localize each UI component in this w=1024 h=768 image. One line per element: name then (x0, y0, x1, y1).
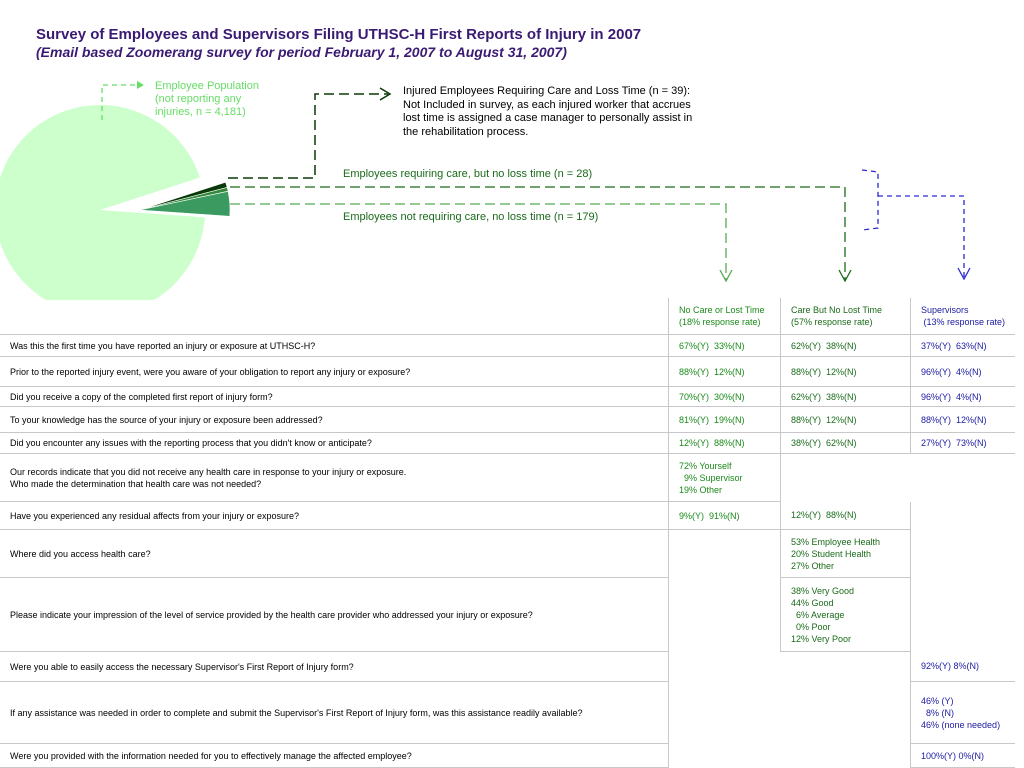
supervisors-cell: 92%(Y) 8%(N) (911, 652, 1016, 682)
no-care-cell (669, 578, 781, 652)
no-care-cell (669, 682, 781, 744)
care-no-lost-cell: 62%(Y) 38%(N) (781, 387, 911, 407)
table-row (0, 578, 1015, 652)
table-header-row (0, 298, 1015, 335)
care-no-lost-cell: 12%(Y) 88%(N) (781, 502, 911, 530)
table-row (0, 357, 1015, 387)
no-care-cell: 88%(Y) 12%(N) (669, 357, 781, 387)
no-care-cell (669, 530, 781, 578)
supervisors-cell: 46% (Y) 8% (N) 46% (none needed) (911, 682, 1016, 744)
population-arrowhead (137, 81, 144, 89)
header-care-no-lost: Care But No Lost Time (57% response rate) (781, 298, 911, 335)
supervisors-cell: 96%(Y) 4%(N) (911, 357, 1016, 387)
lost-time-label: Injured Employees Requiring Care and Loss Time (n = 39): Not Included in survey, as each injured worker that accrues lost time is assigned a case manager to personally assist in the rehabilitation process. (403, 85, 693, 138)
no-care-cell: 81%(Y) 19%(N) (669, 407, 781, 433)
question-cell: Did you receive a copy of the completed first report of injury form? (0, 387, 669, 407)
table-row (0, 744, 1015, 768)
question-cell: Our records indicate that you did not receive any health care in response to your injury or exposure. Who made the determination that health care was not needed? (0, 454, 669, 502)
supervisors-cell: 96%(Y) 4%(N) (911, 387, 1016, 407)
no-care-cell: 67%(Y) 33%(N) (669, 335, 781, 357)
no-care-cell (669, 652, 781, 682)
care-no-lost-cell: 88%(Y) 12%(N) (781, 357, 911, 387)
question-cell: Please indicate your impression of the level of service provided by the health care provider who addressed your injury or exposure? (0, 578, 669, 652)
question-cell: To your knowledge has the source of your injury or exposure been addressed? (0, 407, 669, 433)
care-no-lost-cell: 88%(Y) 12%(N) (781, 407, 911, 433)
pie-slices (0, 105, 230, 300)
header-supervisors: Supervisors (13% response rate) (911, 298, 1016, 335)
question-cell: Did you encounter any issues with the reporting process that you didn't know or anticipate? (0, 433, 669, 454)
supervisors-cell (911, 502, 1016, 530)
no-care-cell: 9%(Y) 91%(N) (669, 502, 781, 530)
supervisors-cell (911, 530, 1016, 578)
question-cell: Where did you access health care? (0, 530, 669, 578)
page-subtitle: (Email based Zoomerang survey for period February 1, 2007 to August 31, 2007) (36, 44, 567, 60)
table-row (0, 530, 1015, 578)
question-cell: Were you provided with the information needed for you to effectively manage the affected employee? (0, 744, 669, 768)
population-label: Employee Population (not reporting any injuries, n = 4,181) (155, 80, 259, 118)
supervisors-cell (911, 578, 1016, 652)
care-no-lost-cell (781, 682, 911, 744)
supervisor-connector (878, 196, 964, 278)
supervisors-cell: 100%(Y) 0%(N) (911, 744, 1016, 768)
no-care-cell (669, 744, 781, 768)
question-cell: Was this the first time you have reported an injury or exposure at UTHSC-H? (0, 335, 669, 357)
no-care-label: Employees not requiring care, no loss time (n = 179) (343, 211, 599, 223)
table-row (0, 407, 1015, 433)
pie-slice-no-care (140, 191, 230, 216)
survey-table (0, 298, 1015, 768)
care-no-lost-cell (781, 454, 911, 502)
supervisor-bracket (862, 170, 878, 230)
question-cell: If any assistance was needed in order to complete and submit the Supervisor's First Report of Injury form, was this assistance readily available? (0, 682, 669, 744)
supervisors-cell: 88%(Y) 12%(N) (911, 407, 1016, 433)
table-row (0, 454, 1015, 502)
supervisors-cell (911, 454, 1016, 502)
table-row (0, 502, 1015, 530)
care-no-lost-cell: 38% Very Good 44% Good 6% Average 0% Poor 12% Very Poor (781, 578, 911, 652)
table-row (0, 682, 1015, 744)
care-no-lost-cell: 53% Employee Health 20% Student Health 27% Other (781, 530, 911, 578)
care-connector (230, 187, 845, 280)
supervisors-cell: 37%(Y) 63%(N) (911, 335, 1016, 357)
question-cell: Have you experienced any residual affects from your injury or exposure? (0, 502, 669, 530)
table-row (0, 387, 1015, 407)
question-cell: Were you able to easily access the necessary Supervisor's First Report of Injury form? (0, 652, 669, 682)
question-cell: Prior to the reported injury event, were you aware of your obligation to report any injury or exposure? (0, 357, 669, 387)
header-question-cell (0, 298, 669, 335)
pie-diagram (0, 0, 1024, 300)
table-row (0, 335, 1015, 357)
supervisors-cell: 27%(Y) 73%(N) (911, 433, 1016, 454)
header-no-care: No Care or Lost Time (18% response rate) (669, 298, 781, 335)
care-no-lost-cell: 62%(Y) 38%(N) (781, 335, 911, 357)
care-no-lost-time-label: Employees requiring care, but no loss time (n = 28) (343, 168, 593, 180)
care-no-lost-cell: 38%(Y) 62%(N) (781, 433, 911, 454)
care-no-lost-cell (781, 744, 911, 768)
no-care-cell: 70%(Y) 30%(N) (669, 387, 781, 407)
table-row (0, 433, 1015, 454)
care-no-lost-cell (781, 652, 911, 682)
table-row (0, 652, 1015, 682)
no-care-cell: 72% Yourself 9% Supervisor 19% Other (669, 454, 781, 502)
page-title: Survey of Employees and Supervisors Filing UTHSC-H First Reports of Injury in 2007 (36, 26, 642, 43)
no-care-cell: 12%(Y) 88%(N) (669, 433, 781, 454)
